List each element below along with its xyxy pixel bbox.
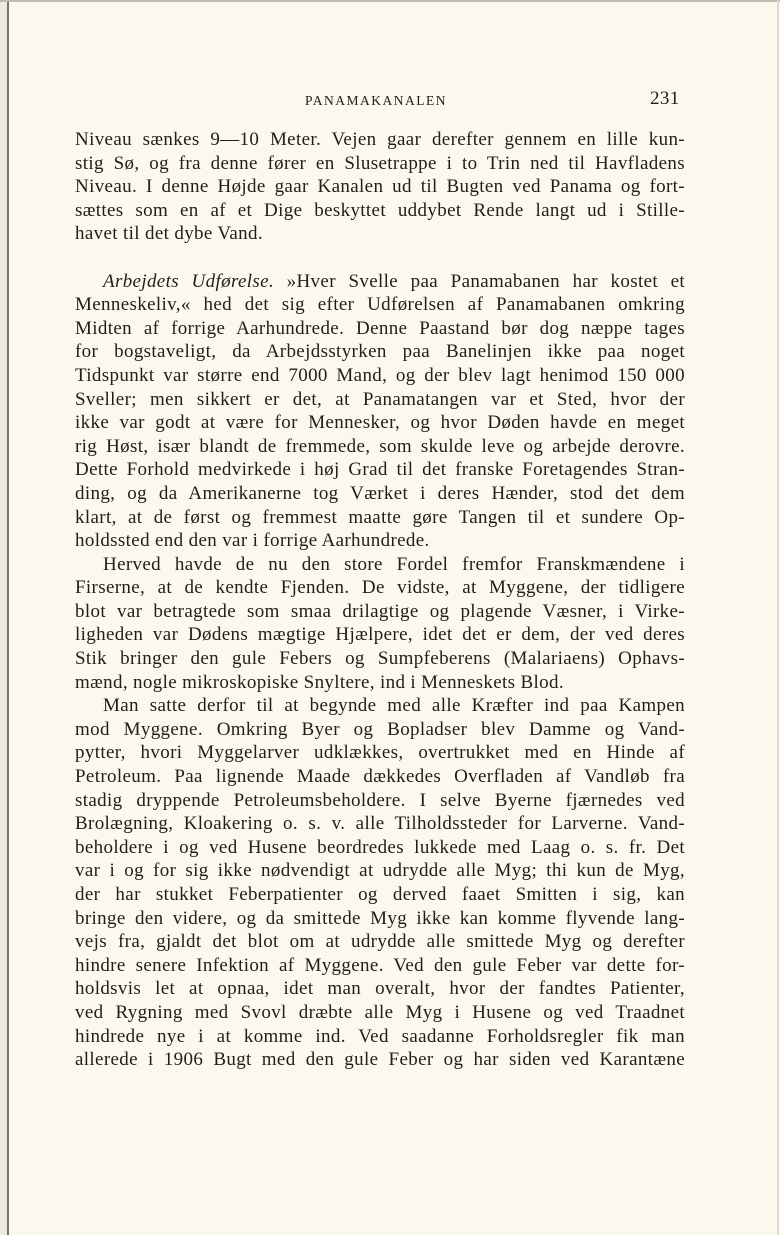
text-line: Man satte derfor til at begynde med alle Kræfter ind paa Kampen xyxy=(103,695,685,717)
page-edge-right xyxy=(777,0,779,1235)
text-line: Niveau. I denne Højde gaar Kanalen ud til Bugten ved Panama og fort- xyxy=(75,176,685,198)
text-body xyxy=(75,128,685,1072)
text-line: klart, at de først og fremmest maatte gøre Tangen til et sundere Op- xyxy=(75,506,685,528)
text-line: Sveller; men sikkert er det, at Panamatangen var et Sted, hvor der xyxy=(75,388,685,410)
section-lead-italic: Arbejdets Udførelse. xyxy=(103,270,275,292)
page-edge-top xyxy=(0,0,780,2)
text-line: Midten af forrige Aarhundrede. Denne Paastand bør dog næppe tages xyxy=(75,317,685,339)
text-line: Herved havde de nu den store Fordel fremfor Franskmændene i xyxy=(103,553,685,575)
text-line: Stik bringer den gule Febers og Sumpfeberens (Malariaens) Ophavs- xyxy=(75,648,685,670)
text-line: mænd, nogle mikroskopiske Snyltere, ind i Menneskets Blod. xyxy=(75,671,564,693)
text-line-content: »Hver Svelle paa Panamabanen har kostet et xyxy=(286,270,685,292)
paragraph xyxy=(75,128,685,246)
text-line: allerede i 1906 Bugt med den gule Feber og har siden ved Karantæne xyxy=(75,1049,685,1071)
text-line: Dette Forhold medvirkede i høj Grad til det franske Foretagendes Stran- xyxy=(75,459,685,481)
paragraph xyxy=(75,553,685,695)
text-line: rig Høst, især blandt de fremmede, som skulde leve og arbejde derovre. xyxy=(75,435,685,457)
text-line: for bogstaveligt, da Arbejdsstyrken paa Banelinjen ikke paa noget xyxy=(75,341,685,363)
text-line: stig Sø, og fra denne fører en Slusetrappe i to Trin ned til Havfladens xyxy=(75,152,685,174)
text-line: Niveau sænkes 9—10 Meter. Vejen gaar derefter gennem en lille kun- xyxy=(75,129,685,150)
page-edge-left-shadow xyxy=(7,0,9,1235)
text-line: der har stukket Feberpatienter og derved faaet Smitten i sig, kan xyxy=(75,884,685,905)
text-line: hindre senere Infektion af Myggene. Ved den gule Feber var dette for- xyxy=(75,954,685,976)
text-line: ikke var godt at være for Mennesker, og hvor Døden havde en meget xyxy=(75,412,685,434)
text-line: holdsvis let at opnaa, idet man overalt, hvor der fandtes Patienter, xyxy=(75,978,685,1000)
text-line: Firserne, at de kendte Fjenden. De vidste, at Myggene, der tidligere xyxy=(75,577,685,599)
text-line: blot var betragtede som smaa drilagtige og plagende Væsner, i Virke- xyxy=(75,600,685,622)
paragraph xyxy=(75,270,685,553)
text-line: ved Rygning med Svovl dræbte alle Myg i Husene og ved Traadnet xyxy=(75,1001,685,1023)
text-line: havet til det dybe Vand. xyxy=(75,223,263,245)
text-line: Petroleum. Paa lignende Maade dækkedes Overfladen af Vandløb fra xyxy=(75,766,685,788)
paragraph-gap xyxy=(75,246,685,270)
text-line: sættes som en af et Dige beskyttet uddybet Rende langt ud i Stille- xyxy=(75,199,685,221)
page-number: 231 xyxy=(650,88,680,109)
text-line: ligheden var Dødens mægtige Hjælpere, idet det er dem, der ved deres xyxy=(75,624,685,646)
text-line: vejs fra, gjaldt det blot om at udrydde alle smittede Myg og derefter xyxy=(75,931,685,953)
text-line: Brolægning, Kloakering o. s. v. alle Tilholdssteder for Larverne. Vand- xyxy=(75,813,685,835)
text-line: bringe den videre, og da smittede Myg ikke kan komme flyvende lang- xyxy=(75,907,685,929)
text-line: ding, og da Amerikanerne tog Værket i deres Hænder, stod det dem xyxy=(75,482,685,504)
text-line: Menneskeliv,« hed det sig efter Udførelsen af Panamabanen omkring xyxy=(75,294,685,316)
text-line: stadig dryppende Petroleumsbeholdere. I selve Byerne fjærnedes ved xyxy=(75,789,685,811)
text-line: holdssted end den var i forrige Aarhundrede. xyxy=(75,530,430,552)
text-line: beholdere i og ved Husene beordredes lukkede med Laag o. s. fr. Det xyxy=(75,836,685,858)
page-edge-left xyxy=(0,0,7,1235)
text-line: var i og for sig ikke nødvendigt at udrydde alle Myg; thi kun de Myg, xyxy=(75,860,685,882)
text-line xyxy=(75,270,685,294)
paragraph xyxy=(75,694,685,1072)
text-line: pytter, hvori Myggelarver udklækkes, overtrukket med en Hinde af xyxy=(75,742,685,764)
text-line: mod Myggene. Omkring Byer og Bopladser blev Damme og Vand- xyxy=(75,718,685,740)
text-line: Tidspunkt var større end 7000 Mand, og der blev lagt henimod 150 000 xyxy=(75,364,685,386)
text-line: hindrede nye i at komme ind. Ved saadanne Forholdsregler fik man xyxy=(75,1025,685,1047)
running-title: PANAMAKANALEN xyxy=(305,93,448,108)
